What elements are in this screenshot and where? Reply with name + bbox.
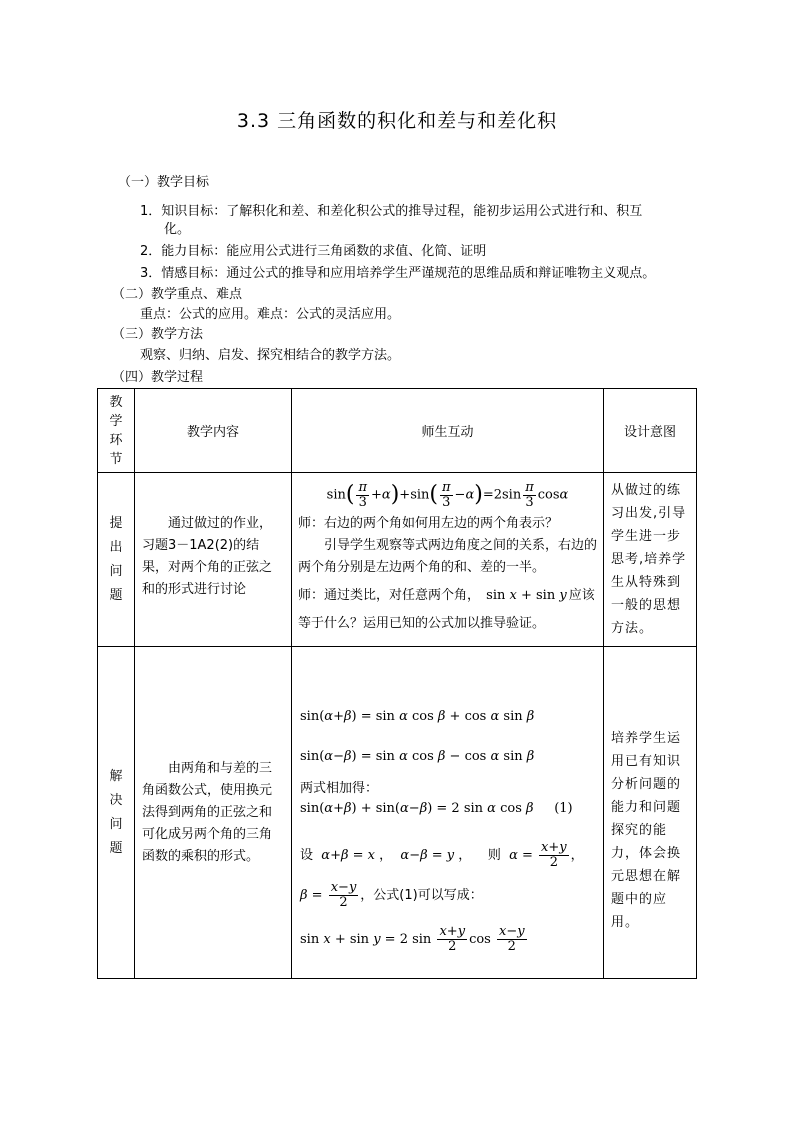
section-heading-methods: （三）教学方法 <box>112 327 204 342</box>
stage-solve-problem: 解决问题 <box>98 647 135 979</box>
content-solve-problem: 由两角和与差的三角函数公式，使用换元法得到两角的正弦之和可化成另两个角的三角函数的乘积的形式。 <box>135 647 292 979</box>
teaching-process-table <box>97 388 697 979</box>
teacher-question-2: 师：通过类比，对任意两个角， sin x + sin y 应该 <box>298 588 595 603</box>
section-heading-keypoints: （二）教学重点、难点 <box>112 287 243 302</box>
identity-formula: sin( $\frac{\pi}{3}$ +α)+sin( $\frac{\pi}{3}$ −α)=2sin $\frac{\pi}{3}$ cosα <box>326 479 569 510</box>
sum-formula: sin(α+β) = sin α cos β + cos α sin β <box>300 709 535 724</box>
equation-label: (1) <box>554 801 573 816</box>
intent-solve-problem: 培养学生运用已有知识分析问题的能力和问题探究的能力，体会换元思想在解题中的应用。 <box>604 647 697 979</box>
table-header-row <box>98 389 697 473</box>
page-title: 3.3 三角函数的积化和差与和差化积 <box>236 110 558 132</box>
goal-knowledge-cont: 化。 <box>164 222 191 237</box>
sum-to-product-formula: sin x + sin y = 2 sin $\frac{x+y}{2}$ cos $\frac{x-y}{2}$ <box>300 924 525 954</box>
beta-substitution-line: β = $\frac{x-y}{2}$ ，公式(1)可以写成： <box>300 880 483 910</box>
header-interaction: 师生互动 <box>292 389 604 473</box>
teacher-question-1: 师：右边的两个角如何用左边的两个角表示？ <box>298 516 559 531</box>
table-row-pose-question <box>98 473 697 647</box>
difference-formula: sin(α−β) = sin α cos β − cos α sin β <box>300 749 535 764</box>
content-pose-question: 通过做过的作业，习题3－1A2(2)的结果，对两个角的正弦之和的形式进行讨论 <box>135 473 292 647</box>
goal-ability: 2．能力目标：能应用公式进行三角函数的求值、化简、证明 <box>140 244 487 259</box>
stage-pose-question: 提出问题 <box>98 473 135 647</box>
guide-observation: 引导学生观察等式两边角度之间的关系，右边的两个角分别是左边两个角的和、差的一半。 <box>298 538 598 575</box>
header-intent: 设计意图 <box>604 389 697 473</box>
keypoints-text: 重点：公式的应用。难点：公式的灵活应用。 <box>140 307 401 322</box>
table-row-solve-problem <box>98 647 697 979</box>
interaction-solve-problem <box>292 647 604 979</box>
interaction-pose-question <box>292 473 604 647</box>
header-stage: 教学环节 <box>98 389 135 473</box>
section-heading-goals: （一）教学目标 <box>118 175 210 190</box>
combined-formula: sin(α+β) + sin(α−β) = 2 sin α cos β (1) <box>300 801 573 816</box>
goal-emotion: 3．情感目标：通过公式的推导和应用培养学生严谨规范的思维品质和辩证唯物主义观点。 <box>140 266 656 281</box>
header-content: 教学内容 <box>135 389 292 473</box>
intent-pose-question: 从做过的练习出发,引导学生进一步思考,培养学生从特殊到一般的思想方法。 <box>604 473 697 647</box>
teacher-question-2-cont: 等于什么？运用已知的公式加以推导验证。 <box>298 616 546 631</box>
goal-knowledge: 1．知识目标：了解积化和差、和差化积公式的推导过程，能初步运用公式进行和、积互 <box>140 204 643 219</box>
methods-text: 观察、归纳、启发、探究相结合的教学方法。 <box>140 348 401 363</box>
section-heading-process: （四）教学过程 <box>112 370 204 385</box>
substitution-line: 设 α+β = x ， α−β = y ， 则 α = $\frac{x+y}{2}$ ， <box>300 840 584 870</box>
add-equations-text: 两式相加得： <box>300 781 379 796</box>
